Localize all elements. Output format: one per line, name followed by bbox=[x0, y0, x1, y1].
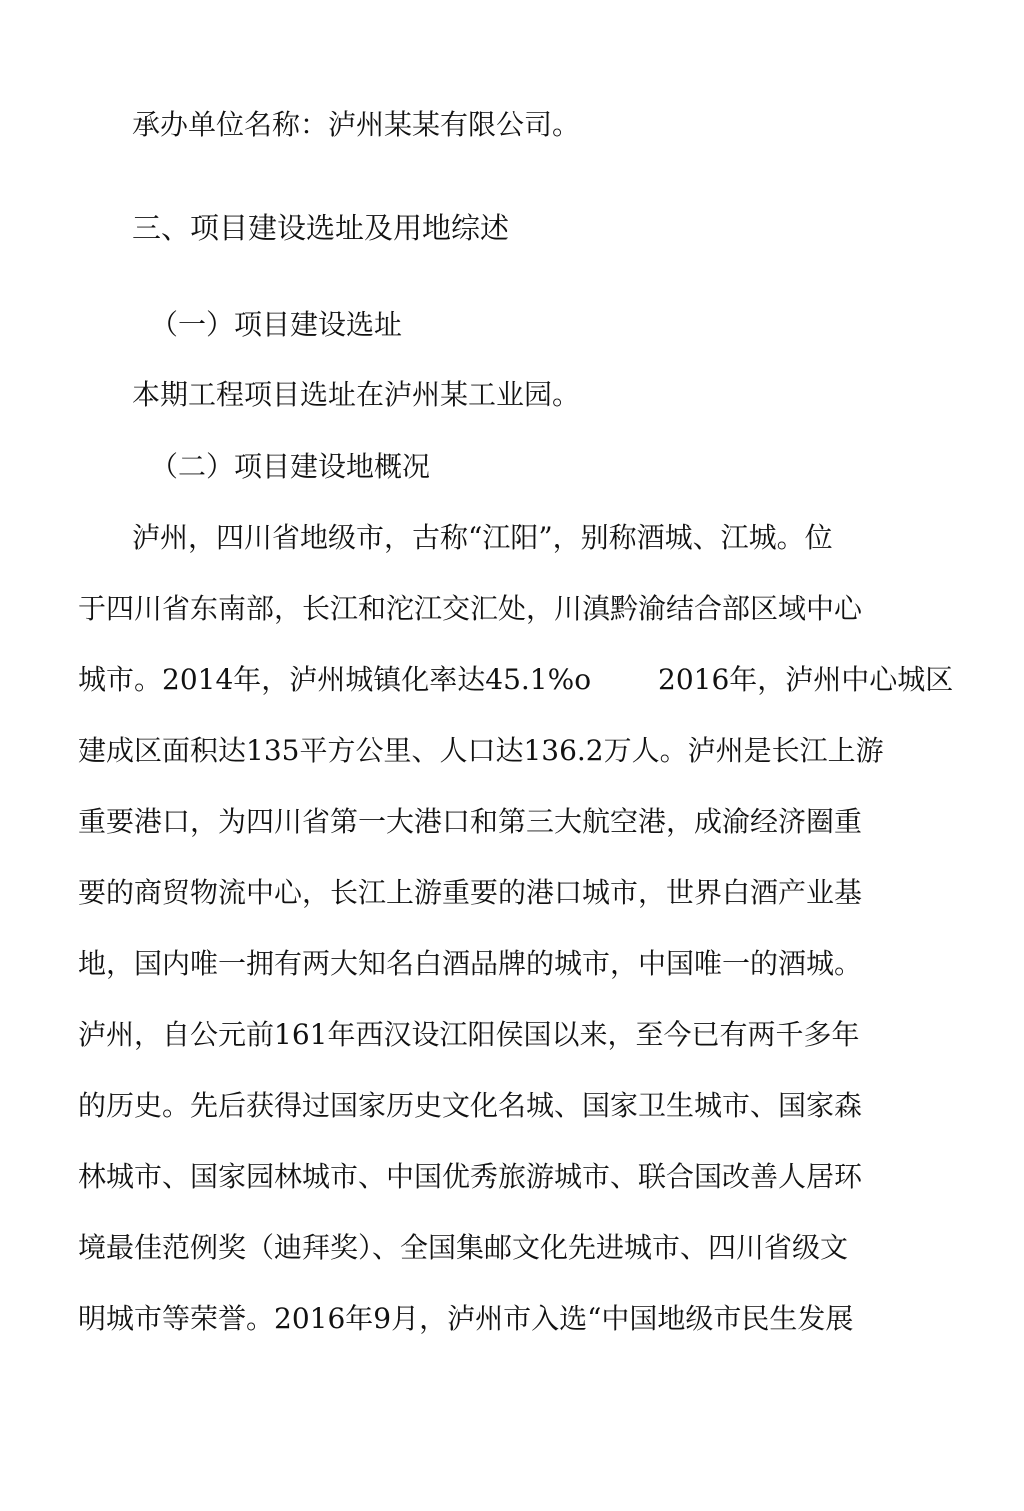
organizer-line: 承办单位名称：泸州某某有限公司。 bbox=[132, 108, 581, 141]
overview-line: 林城市、国家园林城市、中国优秀旅游城市、联合国改善人居环 bbox=[78, 1160, 863, 1193]
overview-line: 城市。2014年，泸州城镇化率达45.1%o bbox=[78, 663, 592, 696]
section-heading: 三、项目建设选址及用地综述 bbox=[132, 211, 510, 245]
site-paragraph: 本期工程项目选址在泸州某工业园。 bbox=[132, 378, 581, 411]
overview-line: 境最佳范例奖（迪拜奖）、全国集邮文化先进城市、四川省级文 bbox=[78, 1231, 849, 1264]
overview-line: 于四川省东南部，长江和沱江交汇处，川滇黔渝结合部区域中心 bbox=[78, 592, 863, 625]
subsection-1-title: （一）项目建设选址 bbox=[150, 308, 403, 341]
overview-line: 地，国内唯一拥有两大知名白酒品牌的城市，中国唯一的酒城。 bbox=[78, 947, 863, 980]
overview-line: 的历史。先后获得过国家历史文化名城、国家卫生城市、国家森 bbox=[78, 1089, 863, 1122]
overview-line: 建成区面积达135平方公里、人口达136.2万人。泸州是长江上游 bbox=[78, 734, 884, 767]
subsection-2-title: （二）项目建设地概况 bbox=[150, 450, 431, 483]
overview-line: 重要港口，为四川省第一大港口和第三大航空港，成渝经济圈重 bbox=[78, 805, 863, 838]
overview-line: 要的商贸物流中心，长江上游重要的港口城市，世界白酒产业基 bbox=[78, 876, 863, 909]
overview-line: 明城市等荣誉。2016年9月，泸州市入选“中国地级市民生发展 bbox=[78, 1302, 854, 1335]
overview-line: 泸州，四川省地级市，古称“江阳”，别称酒城、江城。位 bbox=[132, 521, 833, 554]
overview-line: 泸州，自公元前161年西汉设江阳侯国以来，至今已有两千多年 bbox=[78, 1018, 860, 1051]
overview-line: 2016年，泸州中心城区 bbox=[658, 663, 954, 696]
